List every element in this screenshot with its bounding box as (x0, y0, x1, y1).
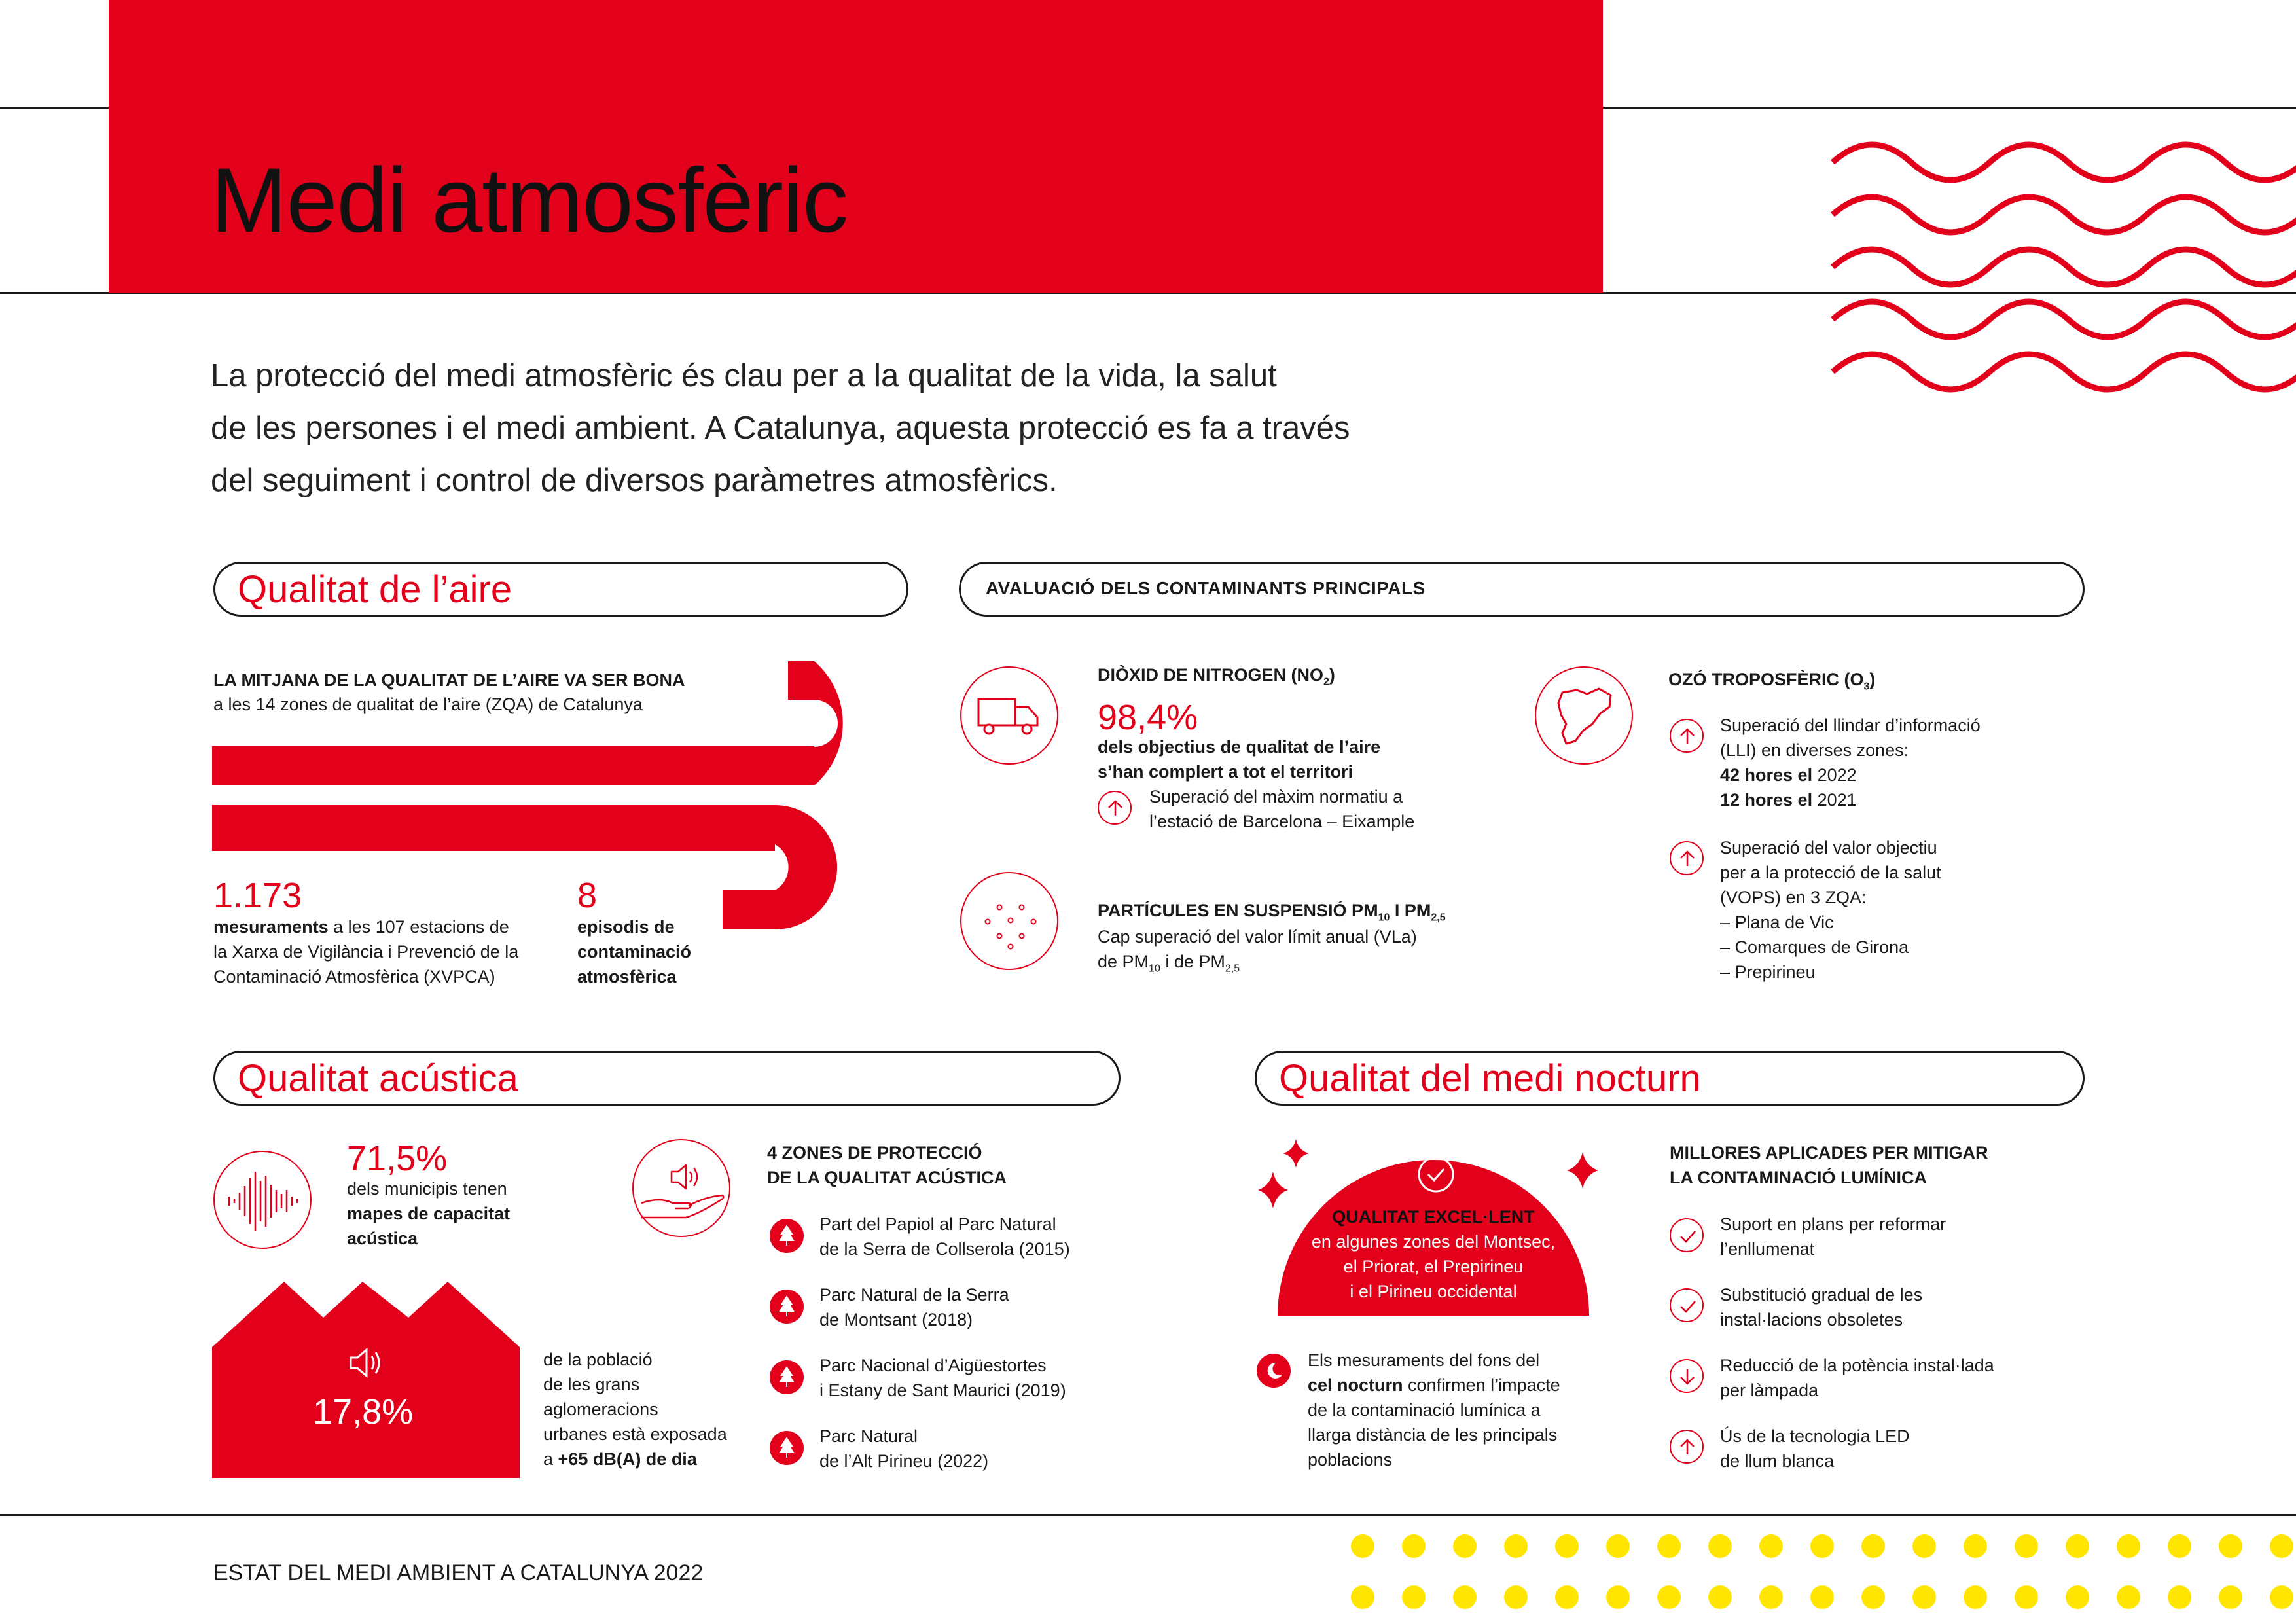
house-text-4: urbanes està exposada (543, 1424, 727, 1444)
measurements-value: 1.173 (213, 876, 302, 915)
zone-2-line-1: Parc Natural de la Serra (819, 1285, 1009, 1305)
yellow-dots-decoration (1348, 1532, 2296, 1624)
ozone-item-2-line-3: (VOPS) en 3 ZQA: (1720, 888, 1867, 907)
no2-title-text: DIÒXID DE NITROGEN (NO (1098, 665, 1324, 685)
moon-text (1308, 1348, 1560, 1472)
measurements-text-3: Contaminació Atmosfèrica (XVPCA) (213, 967, 495, 986)
ozone-title-text: OZÓ TROPOSFÈRIC (O (1668, 670, 1864, 689)
house-bold: +65 dB(A) de dia (558, 1449, 697, 1469)
acoustic-section-header (213, 1051, 1121, 1106)
house-value: 17,8% (313, 1392, 414, 1432)
sparkle-icon-2 (1258, 1172, 1288, 1208)
particles-icon-circle (960, 872, 1058, 970)
pm-text (1098, 924, 1417, 981)
zones-title-2: DE LA QUALITAT ACÚSTICA (767, 1168, 1007, 1187)
no2-title-end: ) (1329, 665, 1335, 685)
practice-4-line-2: de llum blanca (1720, 1451, 1835, 1471)
no2-title (1098, 662, 1335, 695)
no2-bold-1: dels objectius de qualitat de l’aire (1098, 737, 1381, 757)
air-headline: LA MITJANA DE LA QUALITAT DE L’AIRE VA SER BONA (213, 670, 685, 690)
ozone-title-end: ) (1869, 670, 1876, 689)
ozone-item-1-bold-1: 42 hores el (1720, 765, 1813, 785)
measurements-text-1: a les 107 estacions de (333, 917, 509, 937)
tree-icon-1 (770, 1219, 804, 1253)
practice-arrow-down-icon (1670, 1359, 1704, 1393)
moon-icon (1257, 1354, 1291, 1388)
truck-icon (977, 694, 1043, 740)
pm-line-2a: de PM (1098, 952, 1149, 971)
ozone-zone-1: – Plana de Vic (1720, 912, 1834, 932)
practice-check-icon-1 (1670, 1218, 1704, 1252)
practice-arrow-up-icon (1670, 1430, 1704, 1464)
ozone-item-2 (1720, 835, 1941, 984)
pm-line-2b: i de PM (1160, 952, 1225, 971)
measurements-bold: mesuraments (213, 917, 329, 937)
moon-text-5: poblacions (1308, 1450, 1393, 1470)
zone-item-3 (819, 1353, 1066, 1403)
pm-title-sub-2: 2,5 (1431, 912, 1446, 924)
catalonia-map-icon (1536, 668, 1634, 766)
sparkle-icon-1 (1283, 1139, 1309, 1168)
particles-icon (961, 873, 1060, 971)
pm-line-1: Cap superació del valor límit anual (VLa) (1098, 927, 1417, 947)
moon-text-4: llarga distància de les principals (1308, 1425, 1558, 1445)
practice-item-2 (1720, 1282, 1922, 1332)
pm-title-2: I PM (1390, 901, 1431, 920)
episodes-line-2: contaminació (577, 942, 692, 962)
intro-paragraph (211, 350, 1350, 507)
soundwave-icon (215, 1152, 313, 1250)
houses-graphic (212, 1282, 526, 1478)
excellent-line-3: i el Pirineu occidental (1350, 1282, 1517, 1301)
house-text (543, 1347, 727, 1471)
zone-2-line-2: de Montsant (2018) (819, 1310, 973, 1329)
zones-title (767, 1140, 1007, 1190)
ozone-item-1-line-1: Superació del llindar d’informació (1720, 715, 1981, 735)
episodes-value: 8 (577, 876, 598, 915)
intro-line-1: La protecció del medi atmosfèric és clau per a la qualitat de la vida, la salut (211, 358, 1277, 393)
episodes-line-3: atmosfèrica (577, 967, 677, 986)
truck-icon-circle (960, 666, 1058, 765)
wind-graphic (212, 661, 906, 936)
ozone-title (1668, 667, 1875, 699)
ozone-title-sub: 3 (1863, 681, 1870, 693)
pm-title-1: PARTÍCULES EN SUSPENSIÓ PM (1098, 901, 1378, 920)
no2-note-1: Superació del màxim normatiu a (1149, 787, 1403, 806)
house-text-1: de la població (543, 1350, 653, 1369)
air-subline: a les 14 zones de qualitat de l’aire (ZQA) de Catalunya (213, 695, 643, 714)
practice-2-line-2: instal·lacions obsoletes (1720, 1310, 1903, 1329)
ozone-item-2-line-1: Superació del valor objectiu (1720, 838, 1937, 857)
no2-note-2: l’estació de Barcelona – Eixample (1149, 812, 1415, 831)
pollutants-section-title: AVALUACIÓ DELS CONTAMINANTS PRINCIPALS (986, 578, 1426, 598)
pollutants-section-header (959, 562, 2085, 617)
moon-text-3: de la contaminació lumínica a (1308, 1400, 1541, 1420)
speaker-hand-icon-circle (632, 1139, 730, 1237)
acoustic-pct-line-1: dels municipis tenen (347, 1179, 507, 1199)
practice-item-4 (1720, 1424, 1910, 1473)
measurements-text-2: la Xarxa de Vigilància i Prevenció de la (213, 942, 519, 962)
ozone-item-1-bold-2: 12 hores el (1720, 790, 1813, 810)
episodes-text (577, 914, 691, 989)
practice-item-1 (1720, 1212, 1946, 1261)
practice-2-line-1: Substitució gradual de les (1720, 1285, 1923, 1305)
pm-line-2-sub-2: 2,5 (1225, 963, 1240, 975)
measurements-text (213, 914, 518, 989)
zone-3-line-2: i Estany de Sant Maurici (2019) (819, 1380, 1066, 1400)
no2-note (1149, 784, 1414, 834)
footer-rule (0, 1514, 2296, 1516)
pm-line-2-sub-1: 10 (1149, 963, 1160, 975)
wave-decoration (1833, 144, 2296, 393)
soundwave-icon-circle (213, 1151, 312, 1249)
house-bold-prefix: a (543, 1449, 558, 1469)
speaker-hand-icon (634, 1140, 732, 1238)
acoustic-pct-value: 71,5% (347, 1139, 448, 1178)
no2-bold-2: s’han complert a tot el territori (1098, 762, 1354, 782)
night-section-title: Qualitat del medi nocturn (1279, 1057, 1701, 1100)
tree-icon-2 (770, 1290, 804, 1324)
night-section-header (1255, 1051, 2085, 1106)
catalonia-map-icon-circle (1535, 666, 1633, 765)
zone-item-4 (819, 1424, 988, 1473)
zone-4-line-1: Parc Natural (819, 1426, 918, 1446)
episodes-line-1: episodis de (577, 917, 675, 937)
moon-text-1: Els mesuraments del fons del (1308, 1350, 1540, 1370)
zone-item-1 (819, 1212, 1070, 1261)
zone-1-line-2: de la Serra de Collserola (2015) (819, 1239, 1070, 1259)
moon-bold: cel nocturn (1308, 1375, 1403, 1395)
ozone-zone-3: – Prepirineu (1720, 962, 1816, 982)
practice-item-3 (1720, 1353, 1994, 1403)
moon-text-2: confirmen l’impacte (1403, 1375, 1560, 1395)
practices-title (1670, 1140, 1988, 1190)
page-title: Medi atmosfèric (211, 149, 848, 251)
ozone-item-1-line-2: (LLI) en diverses zones: (1720, 740, 1909, 760)
practice-check-icon-2 (1670, 1288, 1704, 1322)
house-text-2: de les grans (543, 1375, 640, 1394)
zones-title-1: 4 ZONES DE PROTECCIÓ (767, 1143, 982, 1163)
tree-icon-3 (770, 1360, 804, 1394)
practices-title-2: LA CONTAMINACIÓ LUMÍNICA (1670, 1168, 1927, 1187)
sparkle-icon-3 (1567, 1152, 1598, 1189)
intro-line-2: de les persones i el medi ambient. A Catalunya, aquesta protecció es fa a través (211, 410, 1350, 446)
acoustic-pct-text (347, 1176, 510, 1251)
ozone-arrow-up-icon-2 (1670, 841, 1704, 875)
footer-text: ESTAT DEL MEDI AMBIENT A CATALUNYA 2022 (213, 1561, 704, 1585)
practice-1-line-2: l’enllumenat (1720, 1239, 1815, 1259)
practice-1-line-1: Suport en plans per reformar (1720, 1214, 1946, 1234)
pm-title-sub-1: 10 (1378, 912, 1390, 924)
air-section-title: Qualitat de l’aire (238, 568, 512, 611)
practice-3-line-1: Reducció de la potència instal·lada (1720, 1356, 1994, 1375)
air-section-header (213, 562, 908, 617)
ozone-item-2-line-2: per a la protecció de la salut (1720, 863, 1941, 882)
acoustic-pct-bold-1: mapes de capacitat (347, 1204, 511, 1223)
ozone-item-1-year-1: 2022 (1812, 765, 1857, 785)
acoustic-section-title: Qualitat acústica (238, 1057, 518, 1100)
no2-title-sub: 2 (1323, 676, 1329, 688)
tree-icon-4 (770, 1431, 804, 1465)
no2-value: 98,4% (1098, 698, 1198, 737)
intro-line-3: del seguiment i control de diversos paràmetres atmosfèrics. (211, 463, 1058, 498)
zone-3-line-1: Parc Nacional d’Aigüestortes (819, 1356, 1047, 1375)
ozone-arrow-up-icon-1 (1670, 719, 1704, 753)
zone-item-2 (819, 1282, 1009, 1332)
zone-1-line-1: Part del Papiol al Parc Natural (819, 1214, 1056, 1234)
no2-arrow-up-icon (1098, 791, 1132, 825)
excellent-line-2: el Priorat, el Prepirineu (1343, 1257, 1524, 1276)
acoustic-pct-bold-2: acústica (347, 1229, 418, 1248)
ozone-item-1 (1720, 713, 1981, 812)
excellent-line-1: en algunes zones del Montsec, (1311, 1232, 1556, 1252)
practice-4-line-1: Ús de la tecnologia LED (1720, 1426, 1910, 1446)
excellent-title: QUALITAT EXCEL·LENT (1332, 1207, 1535, 1227)
house-text-3: aglomeracions (543, 1399, 658, 1419)
zone-4-line-2: de l’Alt Pirineu (2022) (819, 1451, 989, 1471)
ozone-item-1-year-2: 2021 (1812, 790, 1857, 810)
no2-bold-text (1098, 734, 1380, 784)
practice-3-line-2: per làmpada (1720, 1380, 1819, 1400)
ozone-zone-2: – Comarques de Girona (1720, 937, 1909, 957)
excellent-text (1244, 1229, 1623, 1304)
practices-title-1: MILLORES APLICADES PER MITIGAR (1670, 1143, 1988, 1163)
